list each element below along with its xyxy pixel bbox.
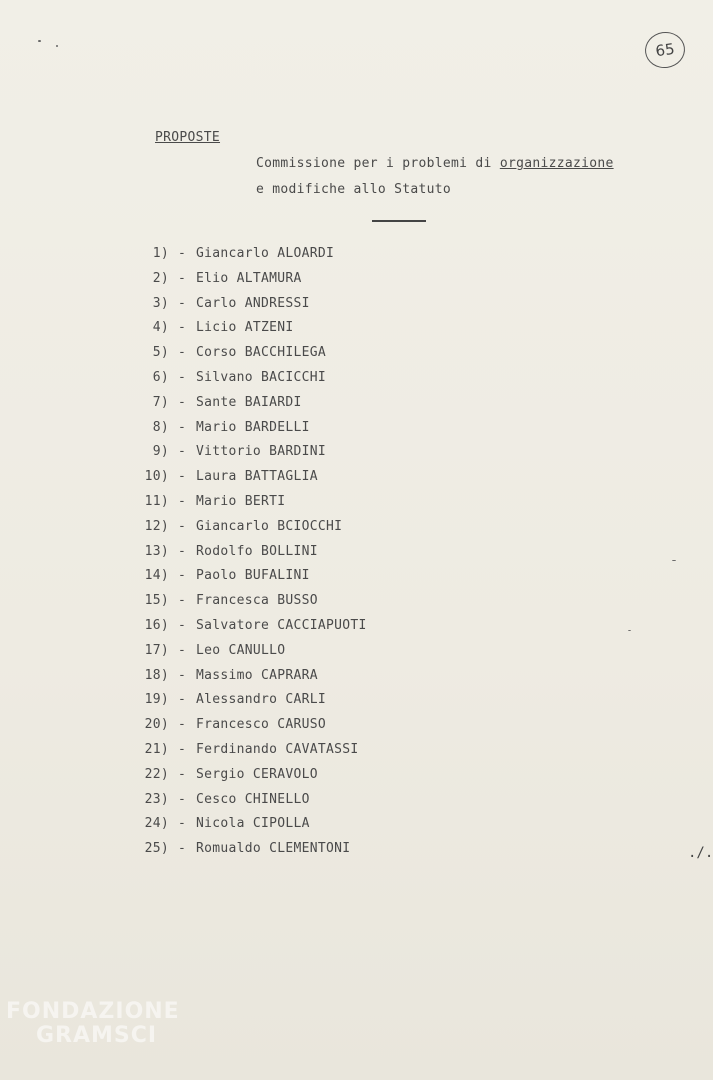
item-number: 10) [144, 469, 169, 485]
item-dash: - [178, 419, 187, 435]
item-number: 9) [152, 444, 169, 460]
list-item [0, 643, 713, 668]
member-name: Elio ALTAMURA [196, 270, 302, 286]
item-dash: - [178, 246, 187, 261]
section-divider [372, 220, 426, 222]
item-dash: - [178, 791, 187, 807]
member-name: Giancarlo ALOARDI [196, 246, 335, 261]
list-item [0, 668, 713, 693]
item-dash: - [178, 568, 187, 584]
item-dash: - [178, 295, 187, 311]
list-item [0, 320, 713, 345]
item-number: 24) [144, 816, 169, 832]
item-number: 22) [144, 766, 169, 782]
item-number: 7) [152, 394, 169, 410]
item-number: 18) [144, 667, 169, 683]
member-name: Silvano BACICCHI [196, 369, 327, 385]
subtitle-line-2: e modifiche allo Statuto [256, 182, 452, 197]
member-name: Mario BARDELLI [196, 419, 310, 435]
item-number: 15) [144, 593, 169, 609]
item-dash: - [178, 617, 187, 633]
member-name: Mario BERTI [196, 493, 286, 509]
item-number: 5) [152, 345, 169, 361]
member-name: Carlo ANDRESSI [196, 295, 310, 311]
member-name: Romualdo CLEMENTONI [196, 841, 351, 857]
list-item [0, 420, 713, 445]
item-dash: - [178, 766, 187, 782]
list-item [0, 246, 713, 271]
member-name: Vittorio BARDINI [196, 444, 327, 460]
item-number: 4) [152, 320, 169, 336]
item-dash: - [178, 816, 187, 832]
list-item [0, 816, 713, 841]
list-item [0, 618, 713, 643]
member-name: Sergio CERAVOLO [196, 766, 318, 782]
list-item [0, 395, 713, 420]
paper-speck [38, 40, 41, 42]
item-dash: - [178, 642, 187, 658]
member-name: Nicola CIPOLLA [196, 816, 310, 832]
list-item [0, 296, 713, 321]
list-item [0, 841, 713, 866]
member-name: Alessandro CARLI [196, 692, 327, 708]
list-item [0, 568, 713, 593]
watermark-logo [6, 1000, 180, 1048]
member-name: Licio ATZENI [196, 320, 294, 336]
member-name: Ferdinando CAVATASSI [196, 741, 359, 757]
member-name: Sante BAIARDI [196, 394, 302, 410]
item-dash: - [178, 469, 187, 485]
member-name: Salvatore CACCIAPUOTI [196, 617, 367, 633]
item-number: 17) [144, 642, 169, 658]
item-dash: - [178, 667, 187, 683]
item-number: 19) [144, 692, 169, 708]
list-item [0, 271, 713, 296]
member-name: Laura BATTAGLIA [196, 469, 318, 485]
member-list [0, 246, 713, 866]
list-item [0, 519, 713, 544]
item-number: 12) [144, 518, 169, 534]
item-dash: - [178, 692, 187, 708]
subtitle-prefix: Commissione per i problemi di [256, 156, 500, 171]
item-dash: - [178, 345, 187, 361]
item-number: 14) [144, 568, 169, 584]
list-item [0, 717, 713, 742]
list-item [0, 469, 713, 494]
subtitle-underlined-word: organizzazione [499, 156, 614, 171]
item-number: 20) [144, 717, 169, 733]
member-name: Paolo BUFALINI [196, 568, 310, 584]
item-dash: - [178, 593, 187, 609]
item-number: 2) [152, 270, 169, 286]
item-number: 21) [144, 741, 169, 757]
item-number: 16) [144, 617, 169, 633]
item-dash: - [178, 270, 187, 286]
continuation-mark: ./. [688, 845, 713, 861]
item-dash: - [178, 841, 187, 857]
member-name: Francesco CARUSO [196, 717, 327, 733]
item-number: 23) [144, 791, 169, 807]
paper-speck [56, 45, 58, 47]
member-name: Francesca BUSSO [196, 593, 318, 609]
list-item [0, 370, 713, 395]
list-item [0, 792, 713, 817]
member-name: Cesco CHINELLO [196, 791, 310, 807]
item-number: 11) [144, 493, 169, 509]
item-dash: - [178, 493, 187, 509]
list-item [0, 767, 713, 792]
list-item [0, 593, 713, 618]
member-name: Massimo CAPRARA [196, 667, 318, 683]
list-item [0, 742, 713, 767]
member-name: Corso BACCHILEGA [196, 345, 327, 361]
list-item [0, 692, 713, 717]
subtitle-line-1 [256, 156, 614, 171]
item-dash: - [178, 741, 187, 757]
item-number: 3) [152, 295, 169, 311]
item-dash: - [178, 717, 187, 733]
item-number: 25) [144, 841, 169, 857]
watermark-line-2: GRAMSCI [36, 1023, 158, 1049]
item-dash: - [178, 369, 187, 385]
item-number: 8) [152, 419, 169, 435]
member-name: Rodolfo BOLLINI [196, 543, 318, 559]
page-heading: PROPOSTE [155, 130, 221, 145]
member-name: Giancarlo BCIOCCHI [196, 518, 343, 534]
watermark-line-1: FONDAZIONE [6, 999, 180, 1024]
item-number: 6) [152, 369, 169, 385]
item-dash: - [178, 518, 187, 534]
list-item [0, 444, 713, 469]
member-name: Leo CANULLO [196, 642, 286, 658]
list-item [0, 345, 713, 370]
item-number: 13) [144, 543, 169, 559]
item-dash: - [178, 543, 187, 559]
page-number-stamp: 65 [643, 29, 688, 70]
item-dash: - [178, 320, 187, 336]
list-item [0, 544, 713, 569]
item-number: 1) [152, 246, 169, 261]
item-dash: - [178, 394, 187, 410]
list-item [0, 494, 713, 519]
item-dash: - [178, 444, 187, 460]
